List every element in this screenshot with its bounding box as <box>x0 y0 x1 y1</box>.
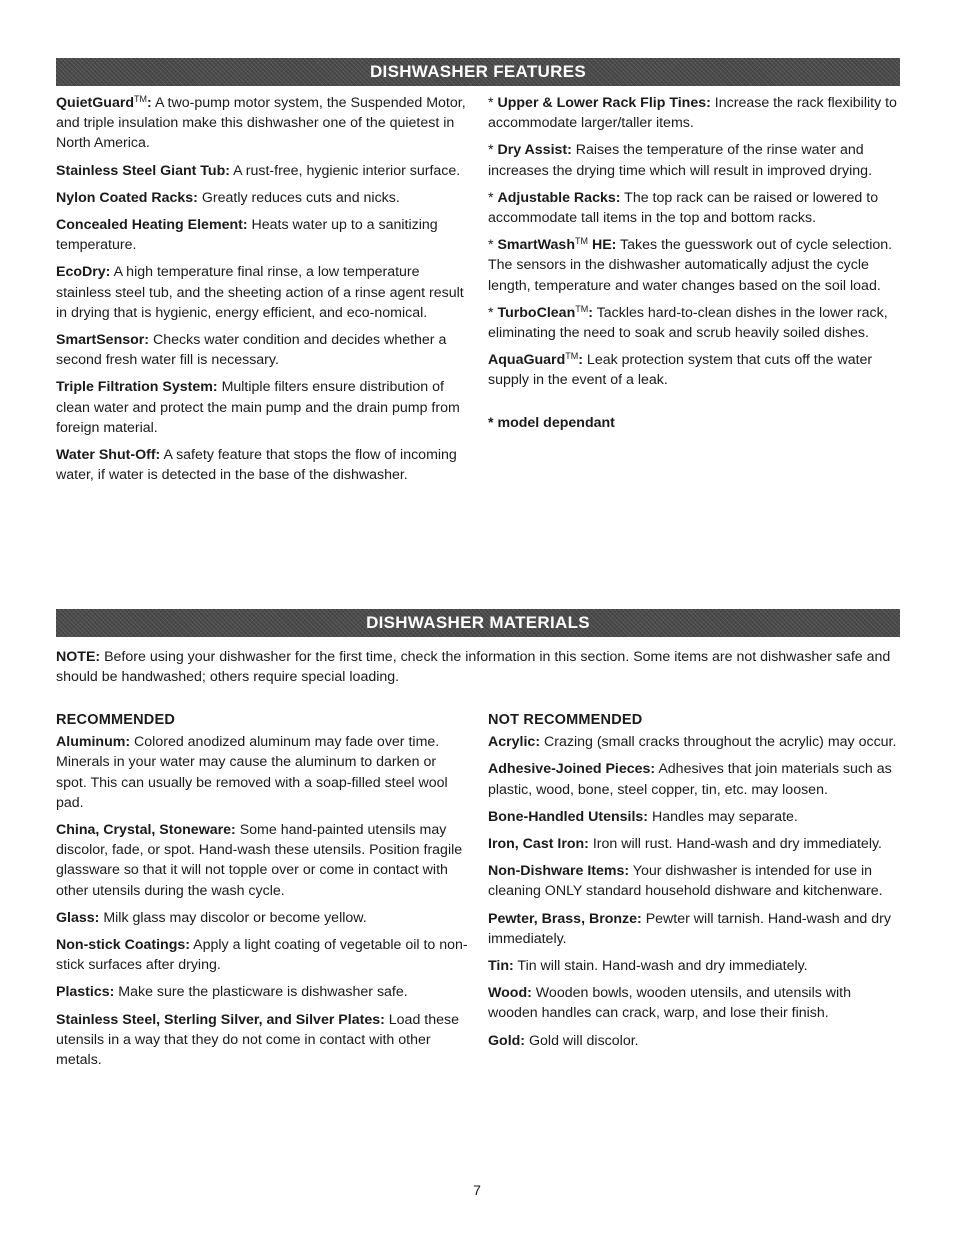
item-label: Wood: <box>488 985 532 1002</box>
trademark-mark: TM <box>575 236 588 247</box>
feature-item <box>56 935 468 975</box>
features-left-column <box>56 93 468 492</box>
trademark-mark: TM <box>565 351 579 362</box>
feature-item <box>488 350 900 390</box>
feature-item <box>56 188 468 208</box>
item-label: Acrylic: <box>488 734 541 751</box>
item-label-suffix: : <box>578 352 583 369</box>
item-text: Crazing (small cracks throughout the acrylic) may occur. <box>540 734 897 751</box>
item-label: Dry Assist: <box>497 142 572 159</box>
feature-item <box>56 820 468 901</box>
item-text: Your dishwasher is intended for use in cleaning ONLY standard household dishware and kitchenware. <box>488 863 883 900</box>
item-text: Gold will discolor. <box>525 1032 639 1049</box>
item-text: Milk glass may discolor or become yellow. <box>99 909 367 926</box>
item-label: Non-stick Coatings: <box>56 937 190 954</box>
item-text: A two-pump motor system, the Suspended Motor, and triple insulation make this dishwasher one of the quietest in North America. <box>56 95 466 152</box>
item-text: Leak protection system that cuts off the water supply in the event of a leak. <box>488 352 873 389</box>
feature-item <box>488 188 900 228</box>
item-text: A safety feature that stops the flow of incoming water, if water is detected in the base of the dishwasher. <box>56 447 457 484</box>
footnote: * model dependant <box>488 414 615 431</box>
item-text: Some hand-painted utensils may discolor, fade, or spot. Hand-wash these utensils. Position fragile glassware so that it will not topple over or come in contact with other utensils during the wash cycle. <box>56 822 463 899</box>
feature-item <box>56 161 468 181</box>
note-text: Before using your dishwasher for the first time, check the information in this section. Some items are not dishwasher safe and should be handwashed; others require special loading. <box>56 649 891 686</box>
item-label: Water Shut-Off: <box>56 447 161 464</box>
item-text: Greatly reduces cuts and nicks. <box>197 189 400 206</box>
item-text: Load these utensils in a way that they do not come in contact with other metals. <box>56 1011 459 1069</box>
item-prefix: * <box>488 304 498 321</box>
item-label: EcoDry: <box>56 264 111 281</box>
item-label: TurboClean <box>497 304 576 321</box>
item-label: Upper & Lower Rack Flip Tines: <box>497 95 711 111</box>
item-label: Tin: <box>488 958 514 975</box>
item-label: Adhesive-Joined Pieces: <box>488 761 656 778</box>
item-text: Increase the rack flexibility to accommodate larger/taller items. <box>488 95 897 132</box>
item-text: Pewter will tarnish. Hand-wash and dry immediately. <box>488 910 891 947</box>
item-prefix: * <box>488 189 498 206</box>
item-text: Multiple filters ensure distribution of clean water and protect the main pump and the drain pump from foreign material. <box>56 379 460 436</box>
feature-item <box>56 982 468 1002</box>
item-label: QuietGuard <box>56 95 135 111</box>
item-text: A rust-free, hygienic interior surface. <box>229 162 461 179</box>
materials-note <box>56 647 906 687</box>
item-text: Takes the guesswork out of cycle selection. The sensors in the dishwasher automatically adjust the cycle length, temperature and water changes based on the soil load. <box>488 237 893 294</box>
feature-item <box>56 262 468 323</box>
item-label: Gold: <box>488 1032 526 1049</box>
feature-item <box>56 377 468 438</box>
item-label: Aluminum: <box>56 734 131 751</box>
features-banner <box>56 58 900 86</box>
item-prefix: * <box>488 237 498 254</box>
feature-item <box>56 445 468 485</box>
item-label: Triple Filtration System: <box>56 379 218 396</box>
not-recommended-column <box>488 710 900 1058</box>
item-text: Make sure the plasticware is dishwasher safe. <box>114 984 408 1001</box>
item-label: Nylon Coated Racks: <box>56 189 198 206</box>
item-label: China, Crystal, Stoneware: <box>56 822 236 839</box>
item-text: Heats water up to a sanitizing temperature. <box>56 217 438 254</box>
feature-item <box>488 861 900 901</box>
features-right-column <box>488 93 900 440</box>
feature-item <box>56 330 468 370</box>
item-text: Adhesives that join materials such as plastic, wood, bone, steel copper, tin, etc. may loosen. <box>488 761 892 798</box>
trademark-mark: TM <box>575 303 589 314</box>
item-label-suffix: HE: <box>588 237 617 254</box>
item-text: Wooden bowls, wooden utensils, and utensils with wooden handles can crack, warp, and lose their finish. <box>488 985 852 1022</box>
feature-item <box>488 732 900 752</box>
item-label: Concealed Heating Element: <box>56 217 248 234</box>
feature-item <box>56 732 468 813</box>
item-text: Handles may separate. <box>648 808 798 825</box>
features-title: DISHWASHER FEATURES <box>369 62 586 81</box>
item-label: Pewter, Brass, Bronze: <box>488 910 642 927</box>
feature-item <box>488 140 900 180</box>
trademark-mark: TM <box>134 94 148 104</box>
feature-item <box>488 956 900 976</box>
item-label: SmartWash <box>497 237 575 254</box>
item-text: Checks water condition and decides whether a second fresh water fill is necessary. <box>56 332 447 369</box>
item-text: The top rack can be raised or lowered to accommodate tall items in the top and bottom racks. <box>488 189 879 227</box>
item-label: Glass: <box>56 909 100 926</box>
item-text: Iron will rust. Hand-wash and dry immediately. <box>588 836 882 853</box>
feature-item <box>488 834 900 854</box>
feature-item <box>488 807 900 827</box>
item-label: Stainless Steel, Sterling Silver, and Silver Plates: <box>56 1011 385 1028</box>
item-text: Apply a light coating of vegetable oil to non-stick surfaces after drying. <box>56 937 468 974</box>
item-text: Colored anodized aluminum may fade over time. Minerals in your water may cause the aluminum to darken or spot. This can usually be removed with a soap-filled steel wool pad. <box>56 734 448 811</box>
feature-item <box>488 759 900 799</box>
feature-item <box>488 235 900 296</box>
item-text: Tackles hard-to-clean dishes in the lower rack, eliminating the need to soak and scrub heavily soiled dishes. <box>488 304 888 342</box>
materials-title: DISHWASHER MATERIALS <box>366 613 590 632</box>
feature-item <box>56 908 468 928</box>
note-label: NOTE: <box>56 649 101 665</box>
item-text: Raises the temperature of the rinse water and increases the drying time which will result in improved drying. <box>488 142 873 179</box>
item-prefix: * <box>488 95 498 111</box>
item-label: Iron, Cast Iron: <box>488 836 589 853</box>
materials-banner <box>56 609 900 637</box>
item-label: SmartSensor: <box>56 332 150 349</box>
item-label-suffix: : <box>588 304 593 321</box>
feature-item <box>56 215 468 255</box>
item-label: Adjustable Racks: <box>497 189 621 206</box>
not-recommended-heading: NOT RECOMMENDED <box>488 712 643 728</box>
item-text: Tin will stain. Hand-wash and dry immediately. <box>513 958 808 975</box>
item-text: A high temperature final rinse, a low temperature stainless steel tub, and the sheeting action of a rinse agent result in drying that is hygienic, energy efficient, and eco-nomical. <box>56 264 464 321</box>
recommended-column <box>56 710 468 1077</box>
recommended-heading: RECOMMENDED <box>56 712 176 728</box>
item-label-suffix: : <box>147 95 152 111</box>
feature-item <box>56 93 468 154</box>
feature-item <box>488 983 900 1023</box>
feature-item <box>488 909 900 949</box>
item-label: AquaGuard <box>488 352 566 369</box>
item-prefix: * <box>488 142 498 159</box>
item-label: Plastics: <box>56 984 115 1001</box>
item-label: Non-Dishware Items: <box>488 863 630 880</box>
item-label: Stainless Steel Giant Tub: <box>56 162 230 179</box>
feature-item <box>56 1010 468 1071</box>
feature-item <box>488 93 900 133</box>
feature-item <box>488 303 900 343</box>
feature-item <box>488 1031 900 1051</box>
page-number: 7 <box>473 1182 481 1198</box>
item-label: Bone-Handled Utensils: <box>488 808 649 825</box>
